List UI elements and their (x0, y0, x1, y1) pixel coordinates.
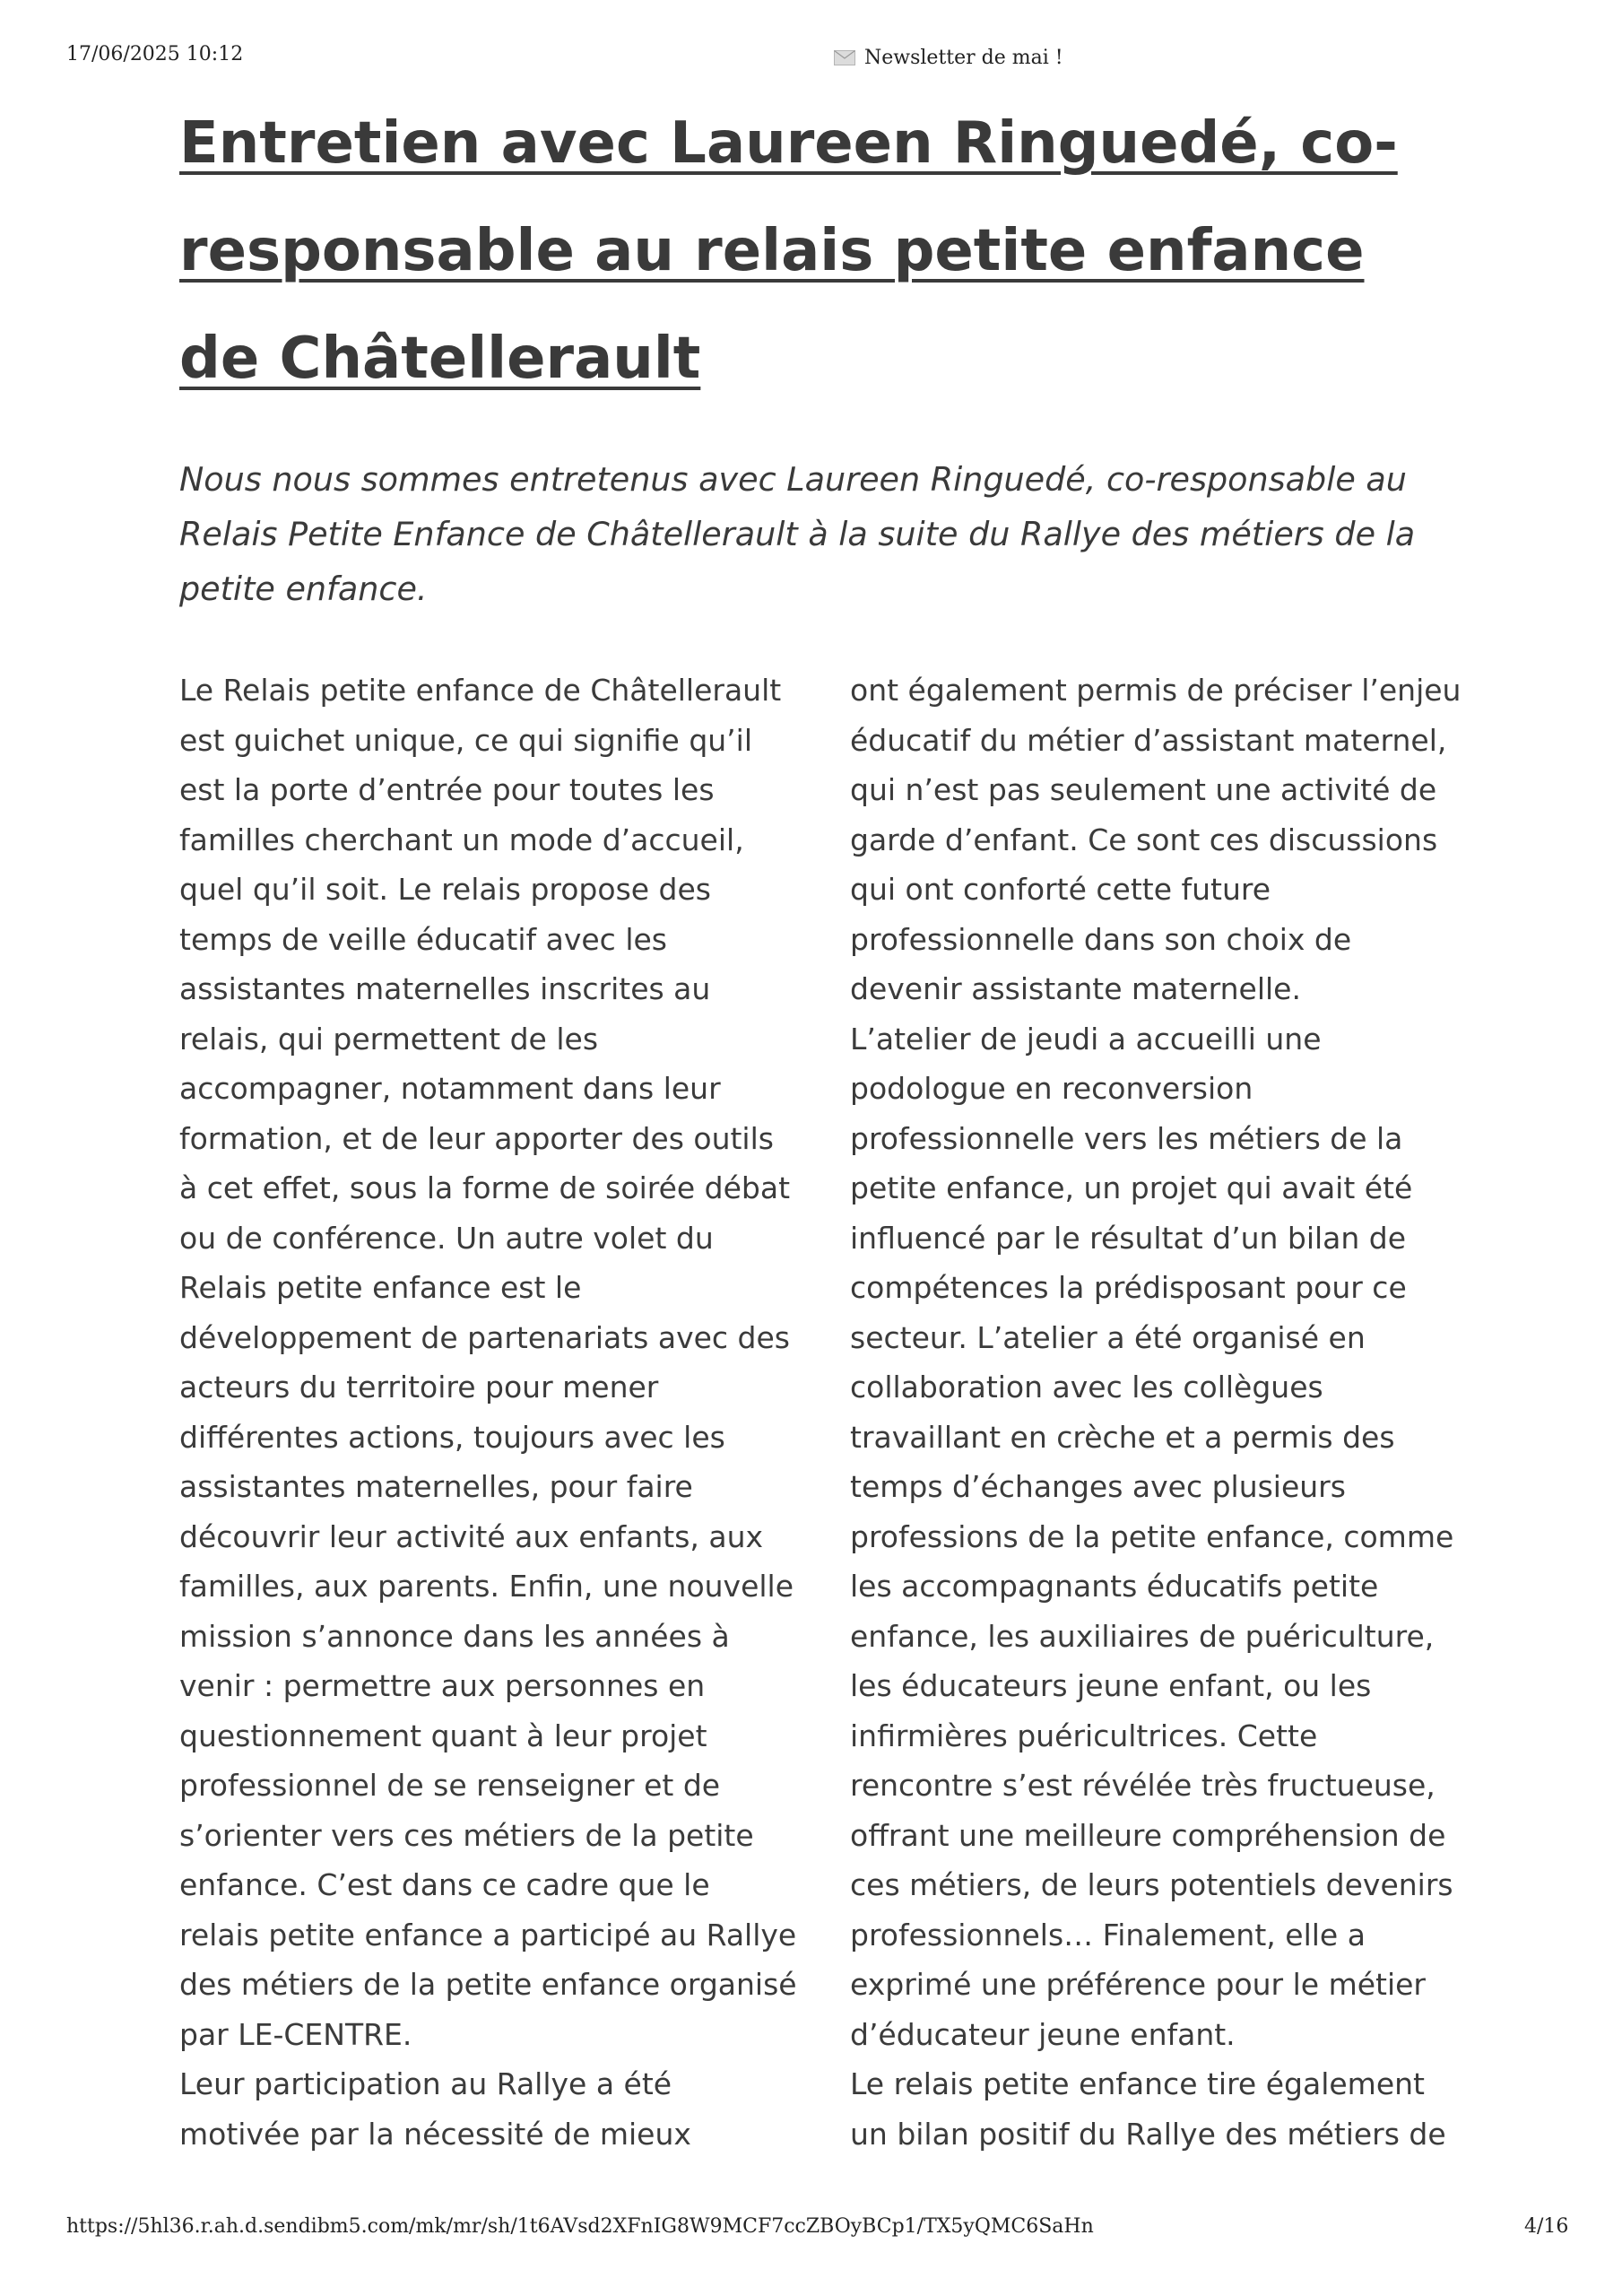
page-number: 4/16 (1524, 2215, 1569, 2238)
article-column-left (179, 665, 798, 2159)
article-lead: Nous nous sommes entretenus avec Laureen Ringuedé, co-responsable au Relais Petite Enfance de Châtellerault à la suite du Rallye des métiers de la petite enfance. (179, 460, 1416, 608)
print-date: 17/06/2025 10:12 (66, 43, 244, 65)
newsletter-title: Newsletter de mai ! (864, 47, 1063, 69)
paragraph: L’atelier de jeudi a accueilli une podologue en reconversion professionnelle vers les métiers de la petite enfance, un projet qui avait été influencé par le résultat d’un bilan de compétences la prédisposant pour ce secteur. L’atelier a été organisé en collaboration avec les collègues travaillant en crèche et a permis des temps d’échanges avec plusieurs professions de la petite enfance, comme les accompagnants éducatifs petite enfance, les auxiliaires de puériculture, les éducateurs jeune enfant, ou les infirmières puéricultrices. Cette rencontre s’est révélée très fructueuse, offrant une meilleure compréhension de ces métiers, de leurs potentiels devenirs professionnels… Finalement, elle a exprimé une préférence pour le métier d’éducateur jeune enfant. (850, 1021, 1454, 2052)
envelope-icon (834, 50, 855, 65)
paragraph: Le Relais petite enfance de Châtellerault est guichet unique, ce qui signifie qu’il est la porte d’entrée pour toutes les familles cherchant un mode d’accueil, quel qu’il soit. Le relais propose des temps de veille éducatif avec les assistantes maternelles inscrites au relais, qui permettent de les accompagner, notamment dans leur formation, et de leur apporter des outils à cet effet, sous la forme de soirée débat ou de conférence. Un autre volet du Relais petite enfance est le développement de partenariats avec des acteurs du territoire pour mener différentes actions, toujours avec les assistantes maternelles, pour faire découvrir leur activité aux enfants, aux familles, aux parents. Enfin, une nouvelle mission s’annonce dans les années à venir : permettre aux personnes en questionnement quant à leur projet professionnel de se renseigner et de s’orienter vers ces métiers de la petite enfance. C’est dans ce cadre que le relais petite enfance a participé au Rallye des métiers de la petite enfance organisé par LE-CENTRE. (179, 673, 797, 2052)
article-body (179, 665, 1462, 2163)
article-header (179, 90, 1453, 616)
paragraph: Leur participation au Rallye a été motivée par la nécessité de mieux (179, 2066, 691, 2152)
article-title[interactable]: Entretien avec Laureen Ringuedé, co-responsable au relais petite enfance de Châtellerault (179, 110, 1398, 392)
paragraph: Le relais petite enfance tire également un bilan positif du Rallye des métiers de (850, 2066, 1446, 2152)
print-header-title (834, 47, 1063, 69)
paragraph: ont également permis de préciser l’enjeu éducatif du métier d’assistant maternel, qui n’est pas seulement une activité de garde d’enfant. Ce sont ces discussions qui ont conforté cette future professionnelle dans son choix de devenir assistante maternelle. (850, 673, 1462, 1006)
print-url: https://5hl36.r.ah.d.sendibm5.com/mk/mr/sh/1t6AVsd2XFnIG8W9MCF7ccZBOyBCp1/TX5yQMC6SaHn (66, 2215, 1094, 2238)
article-column-right (850, 665, 1469, 2159)
